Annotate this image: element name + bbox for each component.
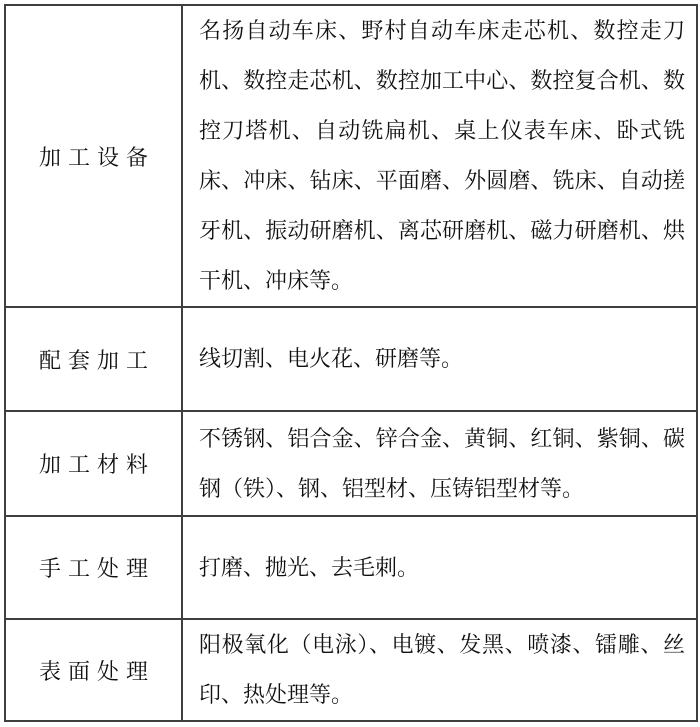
table-row <box>5 307 697 411</box>
row-label-supporting-processing: 配套加工 <box>5 307 182 411</box>
row-content-manual-handling: 打磨、抛光、去毛刺。 <box>182 516 697 619</box>
row-content-processing-materials: 不锈钢、铝合金、锌合金、黄铜、红铜、紫铜、碳钢（铁）、钢、铝型材、压铸铝型材等。 <box>182 411 697 516</box>
table-row <box>5 411 697 516</box>
table-row <box>5 516 697 619</box>
row-content-supporting-processing: 线切割、电火花、研磨等。 <box>182 307 697 411</box>
row-label-processing-materials: 加工材料 <box>5 411 182 516</box>
table-row <box>5 5 697 307</box>
table-row <box>5 619 697 721</box>
row-content-processing-equipment: 名扬自动车床、野村自动车床走芯机、数控走刀机、数控走芯机、数控加工中心、数控复合机、数控刀塔机、自动铣扁机、桌上仪表车床、卧式铣床、冲床、钻床、平面磨、外圆磨、铣床、自动搓牙机、振动研磨机、离芯研磨机、磁力研磨机、烘干机、冲床等。 <box>182 5 697 307</box>
row-label-surface-treatment: 表面处理 <box>5 619 182 721</box>
capability-table <box>4 4 698 722</box>
row-content-surface-treatment: 阳极氧化（电泳）、电镀、发黑、喷漆、镭雕、丝印、热处理等。 <box>182 619 697 721</box>
row-label-processing-equipment: 加工设备 <box>5 5 182 307</box>
row-label-manual-handling: 手工处理 <box>5 516 182 619</box>
